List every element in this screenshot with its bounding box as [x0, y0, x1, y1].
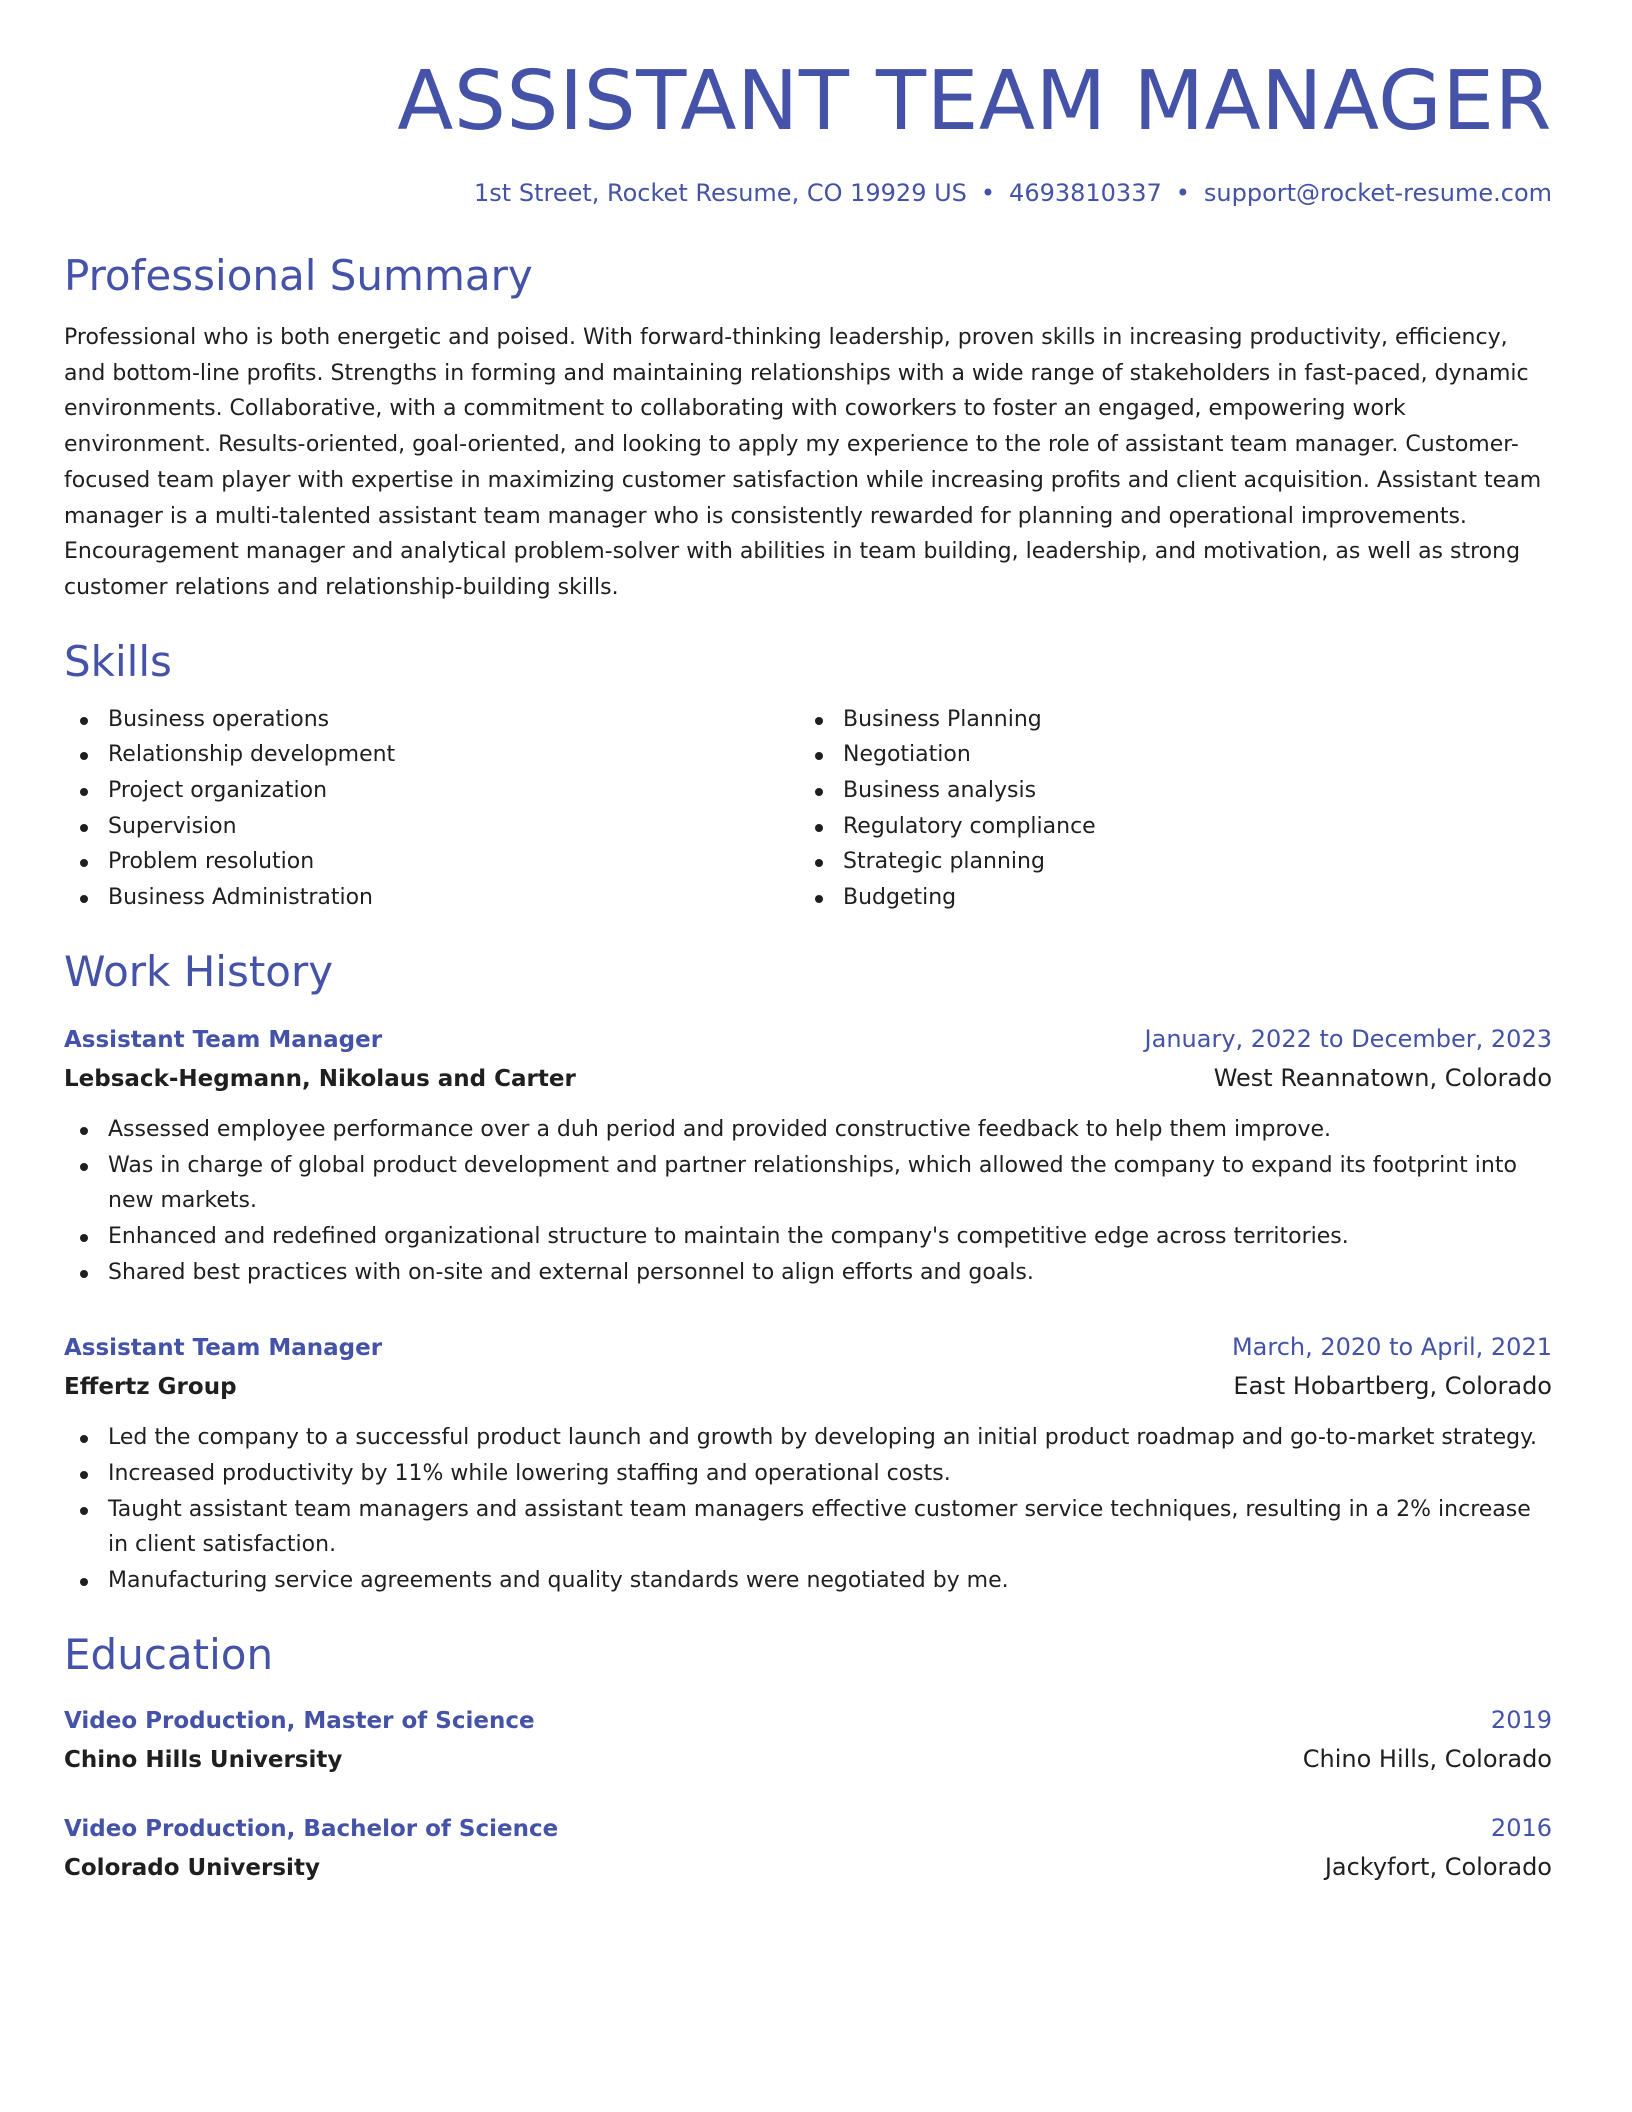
- education-school-row: [64, 1740, 1552, 1779]
- degree-name: Video Production, Bachelor of Science: [64, 1815, 559, 1842]
- address: 1st Street, Rocket Resume, CO 19929 US: [474, 179, 967, 207]
- phone-number: 4693810337: [1009, 179, 1162, 207]
- skills-list-right: [799, 702, 1534, 916]
- section-title-summary: Professional Summary: [64, 251, 533, 300]
- job-bullet: Led the company to a successful product launch and growth by developing an initial product roadmap and go-to-market strategy.: [64, 1420, 1552, 1456]
- skill-item: Business analysis: [799, 773, 1534, 809]
- company-name: Lebsack-Hegmann, Nikolaus and Carter: [64, 1065, 576, 1092]
- skill-item: Problem resolution: [64, 844, 799, 880]
- graduation-year: 2016: [1490, 1813, 1552, 1842]
- job-bullet: Taught assistant team managers and assistant team managers effective customer service techniques, resulting in a 2% increase in client satisfaction.: [64, 1492, 1552, 1563]
- contact-line: [64, 176, 1552, 210]
- job-entry: [64, 1328, 1552, 1599]
- skill-item: Budgeting: [799, 880, 1534, 916]
- education-header-row: [64, 1701, 1552, 1740]
- school-location: Jackyfort, Colorado: [1324, 1852, 1552, 1881]
- education-entry: [64, 1809, 1552, 1887]
- skill-item: Regulatory compliance: [799, 809, 1534, 845]
- summary-section: [64, 250, 1552, 606]
- candidate-name: ASSISTANT TEAM MANAGER: [397, 54, 1552, 149]
- job-bullet: Increased productivity by 11% while lowering staffing and operational costs.: [64, 1456, 1552, 1492]
- job-dates: January, 2022 to December, 2023: [1144, 1024, 1552, 1053]
- school-name: Colorado University: [64, 1854, 320, 1881]
- job-company-row: [64, 1367, 1552, 1406]
- job-location: East Hobartberg, Colorado: [1233, 1372, 1552, 1401]
- skill-item: Project organization: [64, 773, 799, 809]
- education-entry: [64, 1701, 1552, 1779]
- summary-text: Professional who is both energetic and poised. With forward-thinking leadership, proven skills in increasing productivity, efficiency, and bottom-line profits. Strengths in forming and maintaining relationships with a wide range of stakeholders in fast-paced, dynamic environments. Collaborative, with a commitment to collaborating with coworkers to foster an engaged, empowering work environment. Results-oriented, goal-oriented, and looking to apply my experience to the role of assistant team manager. Customer-focused team player with expertise in maximizing customer satisfaction while increasing profits and client acquisition. Assistant team manager is a multi-talented assistant team manager who is consistently rewarded for planning and operational improvements. Encouragement manager and analytical problem-solver with abilities in team building, leadership, and motivation, as well as strong customer relations and relationship-building skills.: [64, 325, 1542, 600]
- skill-item: Negotiation: [799, 737, 1534, 773]
- education-section: [64, 1629, 1552, 1887]
- job-bullets: [64, 1420, 1552, 1599]
- education-school-row: [64, 1848, 1552, 1887]
- job-company-row: [64, 1059, 1552, 1098]
- graduation-year: 2019: [1490, 1705, 1552, 1734]
- school-name: Chino Hills University: [64, 1746, 343, 1773]
- company-name: Effertz Group: [64, 1374, 237, 1401]
- skills-list-left: [64, 702, 799, 916]
- separator-dot: •: [1175, 179, 1190, 207]
- job-bullets: [64, 1112, 1552, 1291]
- job-bullet: Was in charge of global product development and partner relationships, which allowed the company to expand its footprint into new markets.: [64, 1148, 1552, 1219]
- school-location: Chino Hills, Colorado: [1302, 1744, 1552, 1773]
- skills-section: [64, 636, 1552, 916]
- degree-name: Video Production, Master of Science: [64, 1707, 535, 1734]
- work-history-section: [64, 946, 1552, 1599]
- separator-dot: •: [980, 179, 996, 207]
- resume-header: [64, 0, 1552, 210]
- skills-columns: [64, 702, 1552, 916]
- email-address: support@rocket-resume.com: [1203, 179, 1552, 207]
- job-bullet: Enhanced and redefined organizational structure to maintain the company's competitive edge across territories.: [64, 1219, 1552, 1255]
- job-header-row: [64, 1328, 1552, 1367]
- skill-item: Business Administration: [64, 880, 799, 916]
- job-bullet: Manufacturing service agreements and quality standards were negotiated by me.: [64, 1563, 1552, 1599]
- skill-item: Business Planning: [799, 702, 1534, 738]
- skill-item: Relationship development: [64, 737, 799, 773]
- job-bullet: Assessed employee performance over a duh period and provided constructive feedback to help them improve.: [64, 1112, 1552, 1148]
- job-title: Assistant Team Manager: [64, 1335, 383, 1362]
- job-bullet: Shared best practices with on-site and external personnel to align efforts and goals.: [64, 1255, 1552, 1291]
- job-location: West Reannatown, Colorado: [1213, 1063, 1552, 1092]
- skill-item: Strategic planning: [799, 844, 1534, 880]
- resume-page: [64, 0, 1552, 1887]
- section-title-skills: Skills: [64, 636, 172, 686]
- job-title: Assistant Team Manager: [64, 1026, 383, 1053]
- section-title-work-history: Work History: [64, 946, 334, 996]
- job-entry: [64, 1020, 1552, 1291]
- education-header-row: [64, 1809, 1552, 1848]
- job-dates: March, 2020 to April, 2021: [1231, 1333, 1552, 1362]
- skill-item: Supervision: [64, 809, 799, 845]
- section-title-education: Education: [64, 1629, 274, 1679]
- job-header-row: [64, 1020, 1552, 1059]
- skill-item: Business operations: [64, 702, 799, 738]
